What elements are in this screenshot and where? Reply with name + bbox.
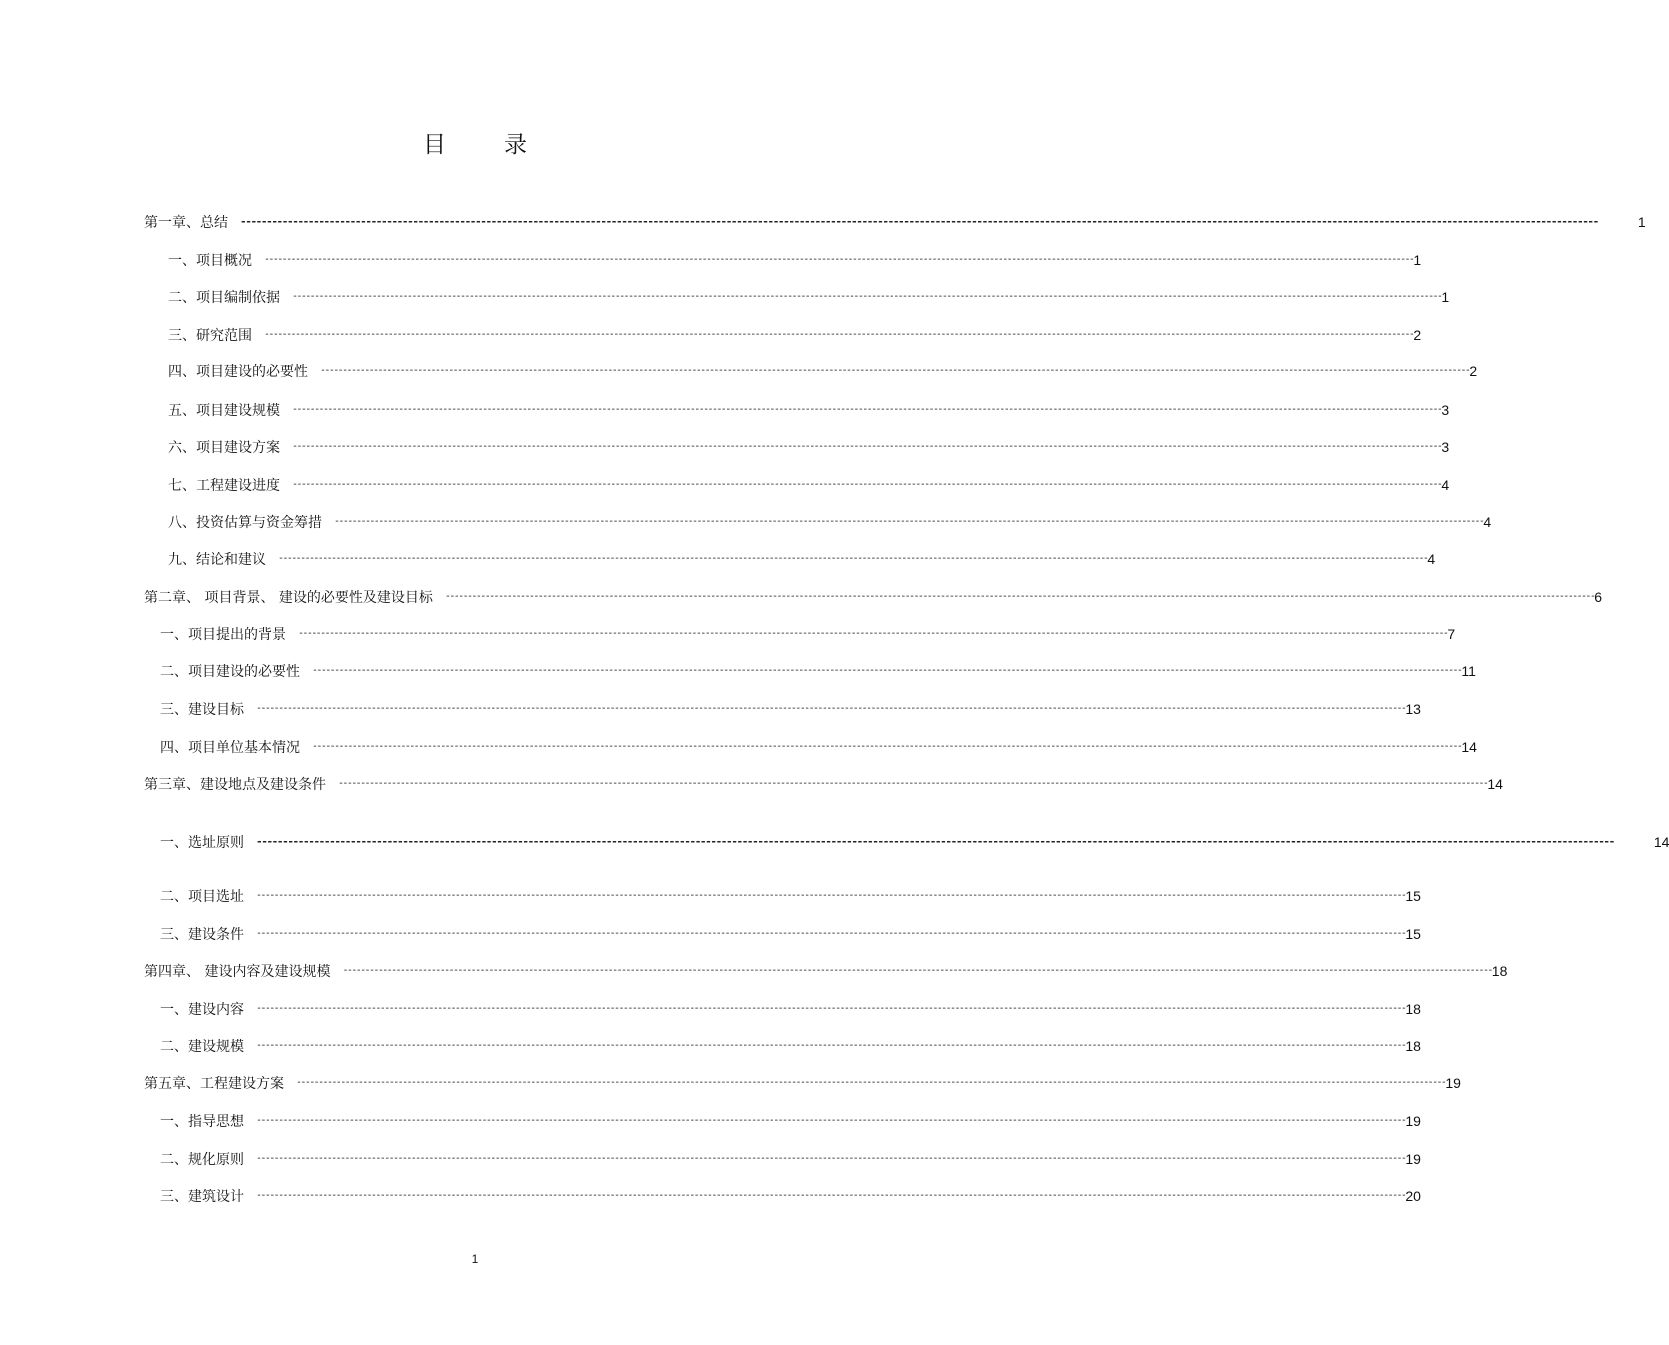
toc-entry-label: 四、项目建设的必要性 (168, 364, 308, 380)
toc-entry[interactable] (160, 736, 1477, 758)
toc-entry[interactable] (160, 1035, 1421, 1057)
toc-dot-leader: -------------------------------------------------------------------------------------------------------------------------------------------------------------------------------------------------------------------------------------------------------------------- (312, 741, 1462, 752)
toc-entry-label: 一、指导思想 (160, 1114, 244, 1130)
toc-entry-page: 18 (1491, 963, 1508, 979)
toc-entry-label: 二、建设规模 (160, 1039, 244, 1055)
toc-dot-leader: -------------------------------------------------------------------------------------------------------------------------------------------------------------------------------------------------------------------------------------------------------------------- (256, 1003, 1406, 1014)
toc-dot-leader: -------------------------------------------------------------------------------------------------------------------------------------------------------------------------------------------------------------------------------------------------------------------- (338, 778, 1488, 789)
toc-dot-leader: -------------------------------------------------------------------------------------------------------------------------------------------------------------------------------------------------------------------------------------------------------------------- (240, 215, 1598, 228)
toc-entry[interactable] (144, 1072, 1461, 1094)
toc-entry-page: 18 (1405, 1038, 1421, 1054)
toc-entry-page: 4 (1483, 514, 1492, 530)
toc-entry[interactable] (160, 1110, 1421, 1132)
title-char-1: 目 (423, 132, 446, 158)
toc-entry-label: 二、规化原则 (160, 1152, 244, 1168)
toc-entry[interactable] (160, 698, 1421, 720)
toc-entry-page: 2 (1469, 363, 1478, 379)
toc-entry[interactable] (168, 360, 1478, 382)
toc-entry-page: 2 (1413, 327, 1422, 343)
toc-entry[interactable] (160, 623, 1456, 645)
toc-entry[interactable] (168, 511, 1492, 533)
toc-entry-label: 第二章、 项目背景、 建设的必要性及建设目标 (144, 590, 433, 606)
toc-entry-label: 三、建设条件 (160, 927, 244, 943)
toc-entry[interactable] (144, 211, 1646, 233)
toc-dot-leader: -------------------------------------------------------------------------------------------------------------------------------------------------------------------------------------------------------------------------------------------------------------------- (334, 516, 1484, 527)
toc-dot-leader: -------------------------------------------------------------------------------------------------------------------------------------------------------------------------------------------------------------------------------------------------------------------- (256, 1115, 1406, 1126)
toc-entry-label: 三、建筑设计 (160, 1189, 244, 1205)
toc-entry-page: 6 (1594, 589, 1603, 605)
toc-entry-page: 14 (1487, 776, 1503, 792)
toc-entry-label: 二、项目编制依据 (168, 290, 280, 306)
toc-entry-page: 18 (1405, 1001, 1421, 1017)
toc-entry-page: 3 (1441, 402, 1450, 418)
toc-entry-label: 四、项目单位基本情况 (160, 740, 300, 756)
toc-entry[interactable] (168, 324, 1422, 346)
toc-entry-label: 第五章、工程建设方案 (144, 1076, 284, 1092)
page-number: 1 (471, 1252, 479, 1266)
toc-entry-page: 20 (1405, 1188, 1421, 1204)
toc-dot-leader: -------------------------------------------------------------------------------------------------------------------------------------------------------------------------------------------------------------------------------------------------------------------- (256, 928, 1406, 939)
toc-entry-page: 3 (1441, 439, 1450, 455)
toc-entry-label: 第四章、 建设内容及建设规模 (144, 964, 331, 980)
page-title (0, 126, 950, 159)
toc-entry-label: 九、结论和建议 (168, 552, 266, 568)
toc-entry-label: 一、选址原则 (160, 835, 244, 851)
toc-entry-label: 六、项目建设方案 (168, 440, 280, 456)
toc-entry[interactable] (160, 1148, 1421, 1170)
toc-dot-leader: -------------------------------------------------------------------------------------------------------------------------------------------------------------------------------------------------------------------------------------------------------------------- (256, 1153, 1406, 1164)
toc-dot-leader: -------------------------------------------------------------------------------------------------------------------------------------------------------------------------------------------------------------------------------------------------------------------- (296, 1077, 1446, 1088)
toc-entry-label: 三、建设目标 (160, 702, 244, 718)
toc-dot-leader: -------------------------------------------------------------------------------------------------------------------------------------------------------------------------------------------------------------------------------------------------------------------- (264, 329, 1414, 340)
toc-entry-label: 第一章、总结 (144, 215, 228, 231)
toc-dot-leader: -------------------------------------------------------------------------------------------------------------------------------------------------------------------------------------------------------------------------------------------------------------------- (312, 665, 1462, 676)
toc-entry-page: 14 (1653, 834, 1669, 850)
toc-entry-label: 一、项目提出的背景 (160, 627, 286, 643)
title-char-2: 录 (504, 132, 527, 158)
toc-dot-leader: -------------------------------------------------------------------------------------------------------------------------------------------------------------------------------------------------------------------------------------------------------------------- (256, 835, 1614, 848)
toc-entry[interactable] (144, 586, 1603, 608)
toc-entry-page: 11 (1461, 663, 1476, 679)
toc-entry[interactable] (168, 249, 1422, 271)
toc-entry[interactable] (144, 773, 1503, 795)
toc-entry-label: 八、投资估算与资金筹措 (168, 515, 322, 531)
toc-dot-leader: -------------------------------------------------------------------------------------------------------------------------------------------------------------------------------------------------------------------------------------------------------------------- (342, 965, 1492, 976)
toc-dot-leader: -------------------------------------------------------------------------------------------------------------------------------------------------------------------------------------------------------------------------------------------------------------------- (278, 553, 1428, 564)
toc-entry[interactable] (168, 436, 1450, 458)
toc-dot-leader: -------------------------------------------------------------------------------------------------------------------------------------------------------------------------------------------------------------------------------------------------------------------- (320, 365, 1470, 376)
toc-entry-label: 七、工程建设进度 (168, 478, 280, 494)
toc-dot-leader: -------------------------------------------------------------------------------------------------------------------------------------------------------------------------------------------------------------------------------------------------------------------- (444, 591, 1595, 602)
toc-entry-label: 第三章、建设地点及建设条件 (144, 777, 326, 793)
toc-dot-leader: -------------------------------------------------------------------------------------------------------------------------------------------------------------------------------------------------------------------------------------------------------------------- (264, 254, 1414, 265)
toc-entry-page: 13 (1405, 701, 1421, 717)
toc-dot-leader: -------------------------------------------------------------------------------------------------------------------------------------------------------------------------------------------------------------------------------------------------------------------- (292, 479, 1442, 490)
toc-entry-page: 4 (1441, 477, 1450, 493)
toc-entry[interactable] (160, 1185, 1421, 1207)
toc-dot-leader: -------------------------------------------------------------------------------------------------------------------------------------------------------------------------------------------------------------------------------------------------------------------- (292, 404, 1442, 415)
toc-entry-page: 4 (1427, 551, 1436, 567)
toc-entry[interactable] (160, 831, 1669, 853)
toc-entry-page: 19 (1445, 1075, 1461, 1091)
toc-dot-leader: -------------------------------------------------------------------------------------------------------------------------------------------------------------------------------------------------------------------------------------------------------------------- (292, 291, 1442, 302)
toc-entry-label: 二、项目选址 (160, 889, 244, 905)
toc-entry-label: 三、研究范围 (168, 328, 252, 344)
toc-entry-label: 二、项目建设的必要性 (160, 664, 300, 680)
toc-entry-page: 15 (1405, 888, 1421, 904)
toc-dot-leader: -------------------------------------------------------------------------------------------------------------------------------------------------------------------------------------------------------------------------------------------------------------------- (256, 703, 1406, 714)
toc-entry[interactable] (160, 660, 1476, 682)
toc-entry-page: 7 (1447, 626, 1456, 642)
toc-entry-label: 一、建设内容 (160, 1002, 244, 1018)
toc-entry-page: 1 (1413, 252, 1422, 268)
toc-dot-leader: -------------------------------------------------------------------------------------------------------------------------------------------------------------------------------------------------------------------------------------------------------------------- (256, 1040, 1406, 1051)
toc-dot-leader: -------------------------------------------------------------------------------------------------------------------------------------------------------------------------------------------------------------------------------------------------------------------- (292, 441, 1442, 452)
toc-dot-leader: -------------------------------------------------------------------------------------------------------------------------------------------------------------------------------------------------------------------------------------------------------------------- (256, 1190, 1406, 1201)
toc-entry-page: 1 (1441, 289, 1450, 305)
toc-entry-label: 五、项目建设规模 (168, 403, 280, 419)
toc-entry-page: 19 (1405, 1113, 1421, 1129)
toc-entry[interactable] (168, 548, 1436, 570)
toc-dot-leader: -------------------------------------------------------------------------------------------------------------------------------------------------------------------------------------------------------------------------------------------------------------------- (256, 890, 1406, 901)
toc-entry[interactable] (160, 998, 1421, 1020)
toc-entry-label: 一、项目概况 (168, 253, 252, 269)
toc-entry[interactable] (168, 286, 1450, 308)
toc-entry[interactable] (160, 885, 1421, 907)
toc-entry-page: 1 (1637, 214, 1646, 230)
toc-entry-page: 14 (1461, 739, 1477, 755)
toc-entry[interactable] (168, 474, 1450, 496)
toc-entry[interactable] (168, 399, 1450, 421)
toc-entry[interactable] (160, 923, 1421, 945)
toc-dot-leader: -------------------------------------------------------------------------------------------------------------------------------------------------------------------------------------------------------------------------------------------------------------------- (298, 628, 1448, 639)
toc-entry[interactable] (144, 960, 1508, 982)
toc-entry-page: 19 (1405, 1151, 1421, 1167)
toc-entry-page: 15 (1405, 926, 1421, 942)
